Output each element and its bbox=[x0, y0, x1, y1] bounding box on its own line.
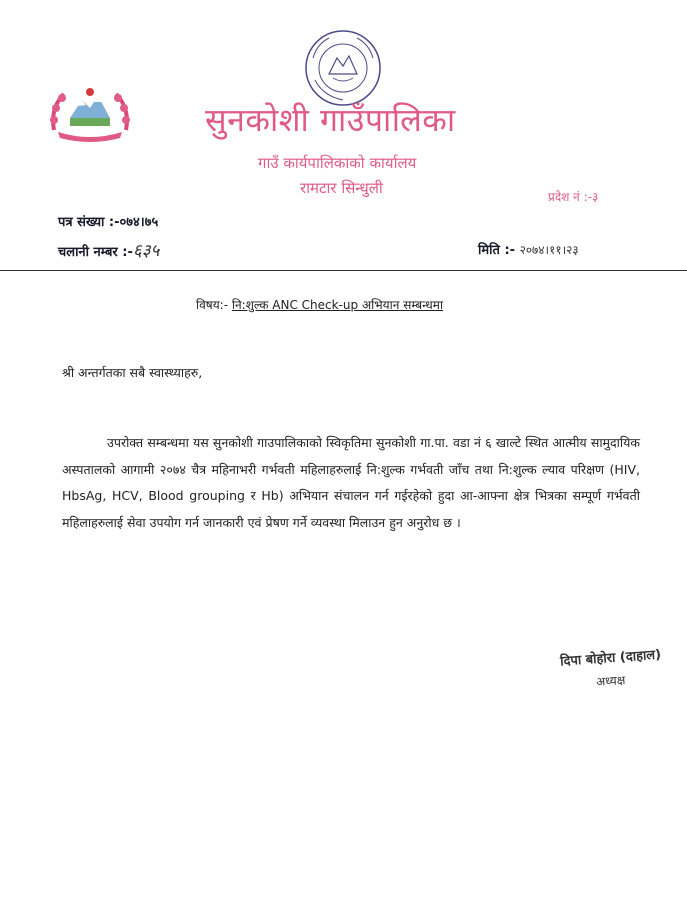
letter-number bbox=[58, 212, 158, 230]
letter-number-label: पत्र संख्या :- bbox=[58, 215, 120, 230]
office-stamp-icon bbox=[303, 28, 383, 108]
dispatch-number bbox=[58, 238, 159, 261]
subject-line bbox=[196, 296, 443, 313]
salutation: श्री अन्तर्गतका सबै स्वास्थ्याहरु, bbox=[62, 365, 203, 380]
date-label: मिति :- bbox=[478, 243, 516, 258]
signatory-name: दिपा बोहोरा (दाहाल) bbox=[559, 647, 662, 670]
office-address: रामटार सिन्धुली bbox=[300, 179, 383, 197]
signatory-title: अध्यक्ष bbox=[595, 672, 626, 690]
dispatch-number-value: ६३५ bbox=[132, 241, 160, 261]
date-value: २०७४।११।२३ bbox=[519, 243, 579, 257]
letter-date bbox=[478, 240, 579, 258]
subject-text: नि:शुल्क ANC Check-up अभियान सम्बन्धमा bbox=[231, 298, 444, 312]
municipality-title: सुनकोशी गाउँपालिका bbox=[205, 101, 456, 139]
header-divider bbox=[0, 270, 687, 271]
dispatch-number-label: चलानी नम्बर :- bbox=[58, 245, 133, 260]
office-name: गाउँ कार्यपालिकाको कार्यालय bbox=[258, 154, 417, 172]
letter-number-value: ०७४।७५ bbox=[119, 215, 159, 230]
subject-label: विषय:- bbox=[196, 298, 229, 312]
nepal-emblem-icon bbox=[48, 84, 132, 142]
province-number: प्रदेश नं :-३ bbox=[548, 190, 599, 204]
letter-body: उपरोक्त सम्बन्धमा यस सुनकोशी गाउपालिकाको स्विकृतिमा सुनकोशी गा.पा. वडा नं ६ खाल्टे स्थित आत्मीय सामुदायिक अस्पतालको आगामी २०७४ चैत्र महिनाभरी गर्भवती महिलाहरुलाई नि:शुल्क गर्भवती जाँच तथा नि:शुल्क ल्याव परिक्षण (HIV, HbsAg, HCV, Blood grouping र Hb) अभियान संचालन गर्न गईरहेको हुदा आ-आफ्ना क्षेत्र भित्रका सम्पूर्ण गर्भवती महिलाहरुलाई सेवा उपयोग गर्न जानकारी एवं प्रेषण गर्ने व्यवस्था मिलाउन हुन अनुरोध छ । bbox=[62, 435, 640, 530]
